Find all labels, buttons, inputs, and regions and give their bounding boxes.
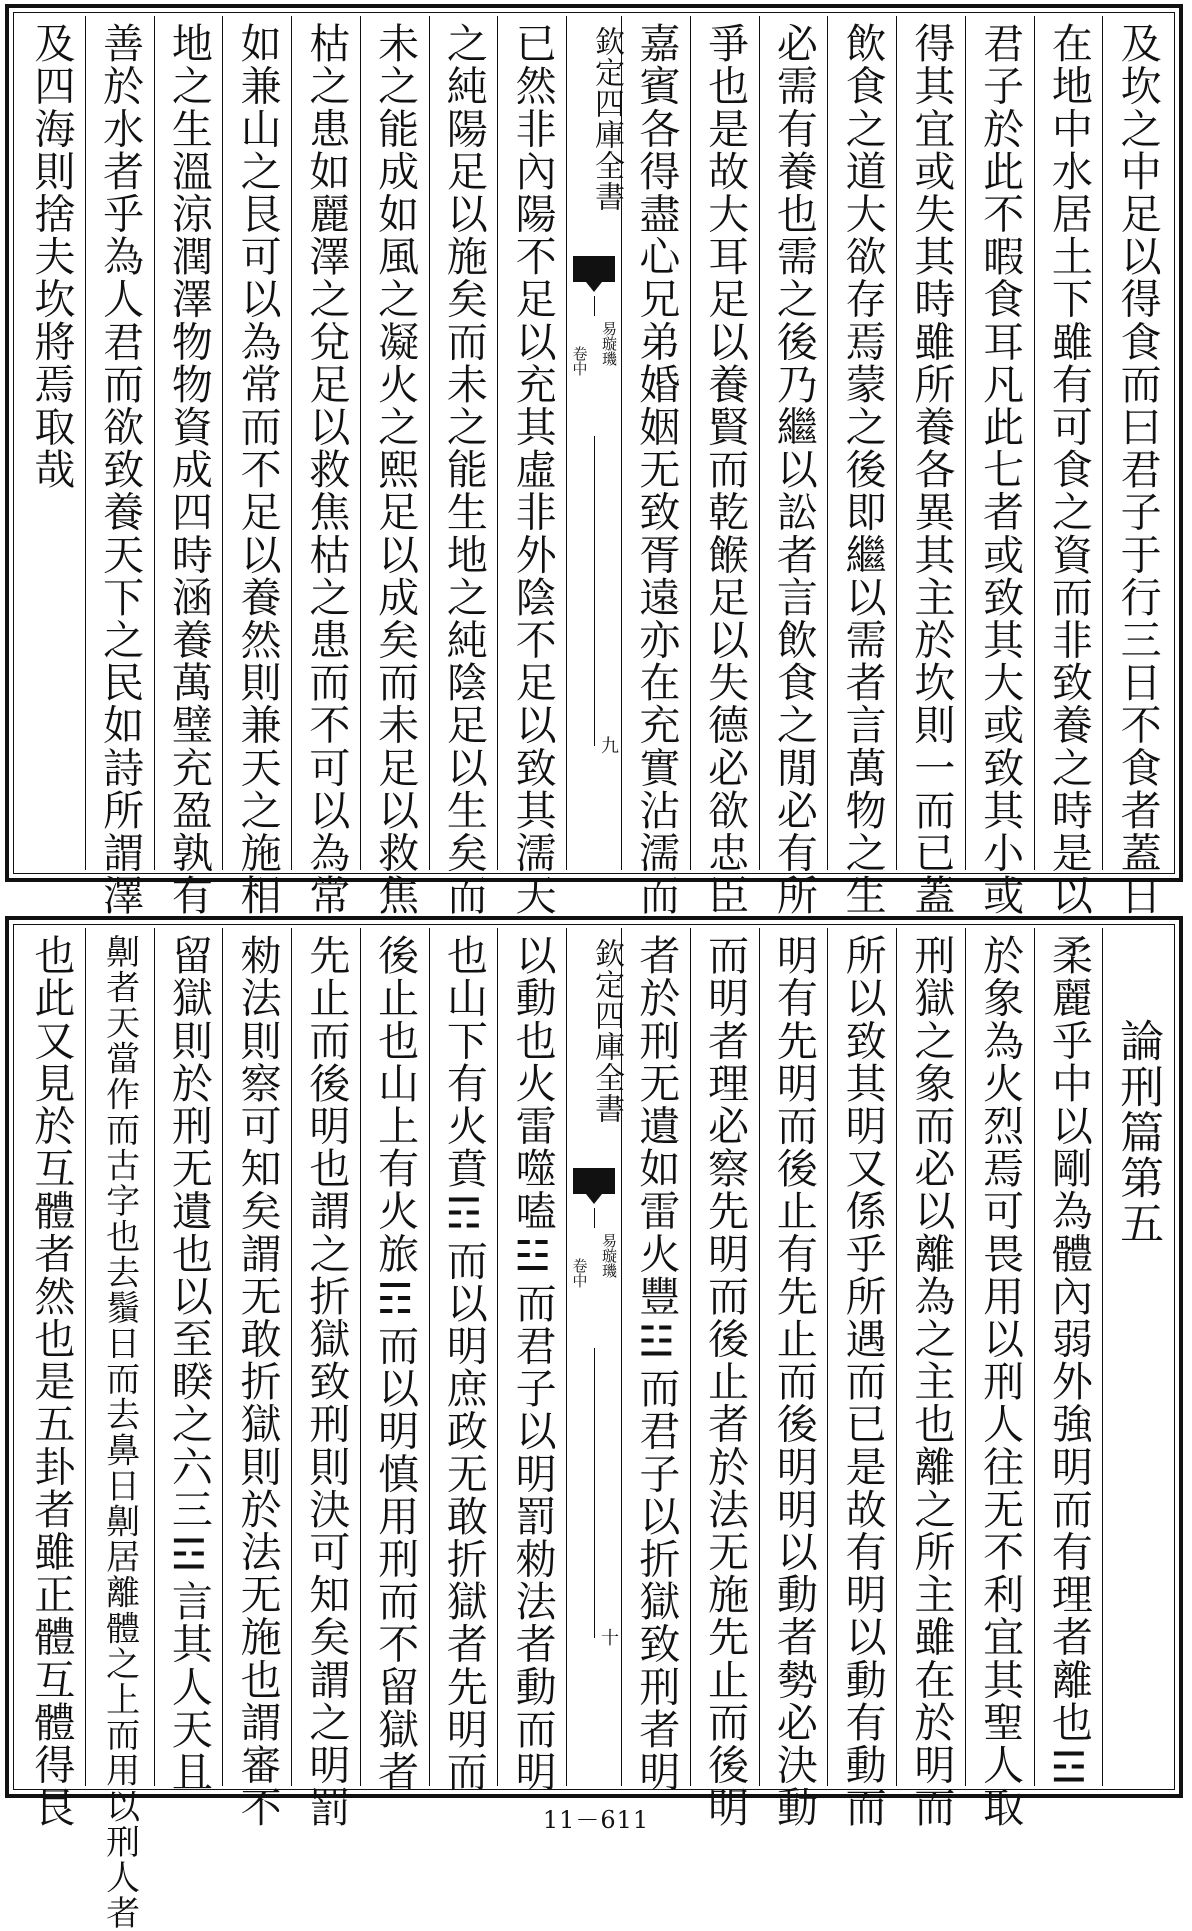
fish-tail-mark — [573, 1168, 615, 1194]
book-title: 欽定四庫全書 — [589, 938, 624, 1124]
margin-rule — [594, 436, 595, 746]
volume-label: 卷中 — [570, 1258, 589, 1288]
text-column: 未之能成如風之凝火之熙足以成矣而未足以救焦 — [360, 16, 429, 870]
text-column: 及四海則捨夫坎將焉取哉 — [27, 22, 76, 491]
top-page — [5, 4, 1183, 917]
book-title: 欽定四庫全書 — [589, 26, 624, 212]
text-column: 後止也山上有火旅☶而以明慎用刑而不留獄者 — [360, 928, 429, 1786]
fish-tail-mark — [573, 256, 615, 282]
text-column: 之純陽足以施矣而未之能生地之純陰足以生矣而 — [429, 16, 498, 870]
book-short-title: 易璇璣 — [600, 321, 618, 366]
text-column: 以動也火雷噬嗑☳而君子以明罰勑法者動而明 — [497, 928, 566, 1786]
center-fold-margin — [566, 928, 624, 1786]
text-column: 留獄則於刑无遺也以至睽之六三☲言其人天且 — [154, 928, 223, 1786]
text-column: 者於刑无遺如雷火豐☳而君子以折獄致刑者明 — [621, 928, 690, 1786]
text-column: 得其宜或失其時雖所養各異其主於坎則一而已蓋 — [896, 16, 965, 870]
top-page-columns — [17, 16, 1171, 917]
page-number: 十 — [598, 1628, 619, 1646]
page-footer-number: 11－611 — [542, 1806, 650, 1834]
text-column: 必需有養也需之後乃繼以訟者言飲食之閒必有所 — [759, 16, 828, 870]
volume-label: 卷中 — [570, 346, 589, 376]
margin-rule — [594, 296, 595, 316]
book-short-title: 易璇璣 — [600, 1233, 618, 1278]
text-column: 枯之患如麗澤之兌足以救焦枯之患而不可以為常 — [291, 16, 360, 870]
text-column: 明有先明而後止有先止而後明明以動者勢必決動 — [759, 928, 828, 1786]
margin-rule — [594, 1208, 595, 1228]
text-column: 也此又見於互體者然也是五卦者雖正體互體得艮 — [27, 934, 76, 1829]
text-column: 地之生溫涼潤澤物物資成四時涵養萬璧充盈孰有 — [154, 16, 223, 870]
text-column: 在地中水居土下雖有可食之資而非致養之時是以 — [1034, 16, 1103, 870]
text-column: 及坎之中足以得食而曰君子于行三日不食者蓋日 — [1102, 16, 1171, 870]
text-column: 柔麗乎中以剛為體內弱外強明而有理者離也☲ — [1034, 928, 1103, 1786]
text-column: 飲食之道大欲存焉蒙之後即繼以需者言萬物之生 — [827, 16, 896, 870]
text-column: 善於水者乎為人君而欲致養天下之民如詩所謂澤 — [85, 16, 154, 870]
text-column: 君子於此不暇食耳凡此七者或致其大或致其小或 — [965, 16, 1034, 870]
text-column: 嘉賓各得盡心兄弟婚姻无致胥遠亦在充實沾濡而 — [621, 16, 690, 870]
text-column: 刑獄之象而必以離為之主也離之所主雖在於明而 — [896, 928, 965, 1786]
chapter-heading-column — [1102, 928, 1171, 1786]
text-column: 所以致其明又係乎所遇而已是故有明以動有動而 — [827, 928, 896, 1786]
text-column: 先止而後明也謂之折獄致刑則決可知矣謂之明罰 — [291, 928, 360, 1786]
center-fold-margin — [566, 16, 624, 870]
text-column: 爭也是故大耳足以養賢而乾餱足以失德必欲忠臣 — [690, 16, 759, 870]
text-column: 如兼山之艮可以為常而不足以養然則兼天之施相 — [222, 16, 291, 870]
chapter-heading: 論刑篇第五 — [1112, 1018, 1164, 1246]
text-column: 已然非內陽不足以充其虛非外陰不足以致其濡天 — [497, 16, 566, 870]
text-column: 而明者理必察先明而後止者於法无施先止而後明 — [690, 928, 759, 1786]
text-column: 也山下有火賁☶而以明庶政无敢折獄者先明而 — [429, 928, 498, 1786]
page-number: 九 — [598, 736, 619, 754]
text-column: 劓者天當作而古字也去鬚日而去鼻日劓居離體之上而用以刑人者 — [85, 928, 154, 1786]
text-column: 勑法則察可知矣謂无敢折獄則於法无施也謂審不 — [222, 928, 291, 1786]
margin-rule — [594, 1348, 595, 1638]
text-column: 於象為火烈焉可畏用以刑人往无不利宜其聖人取 — [965, 928, 1034, 1786]
